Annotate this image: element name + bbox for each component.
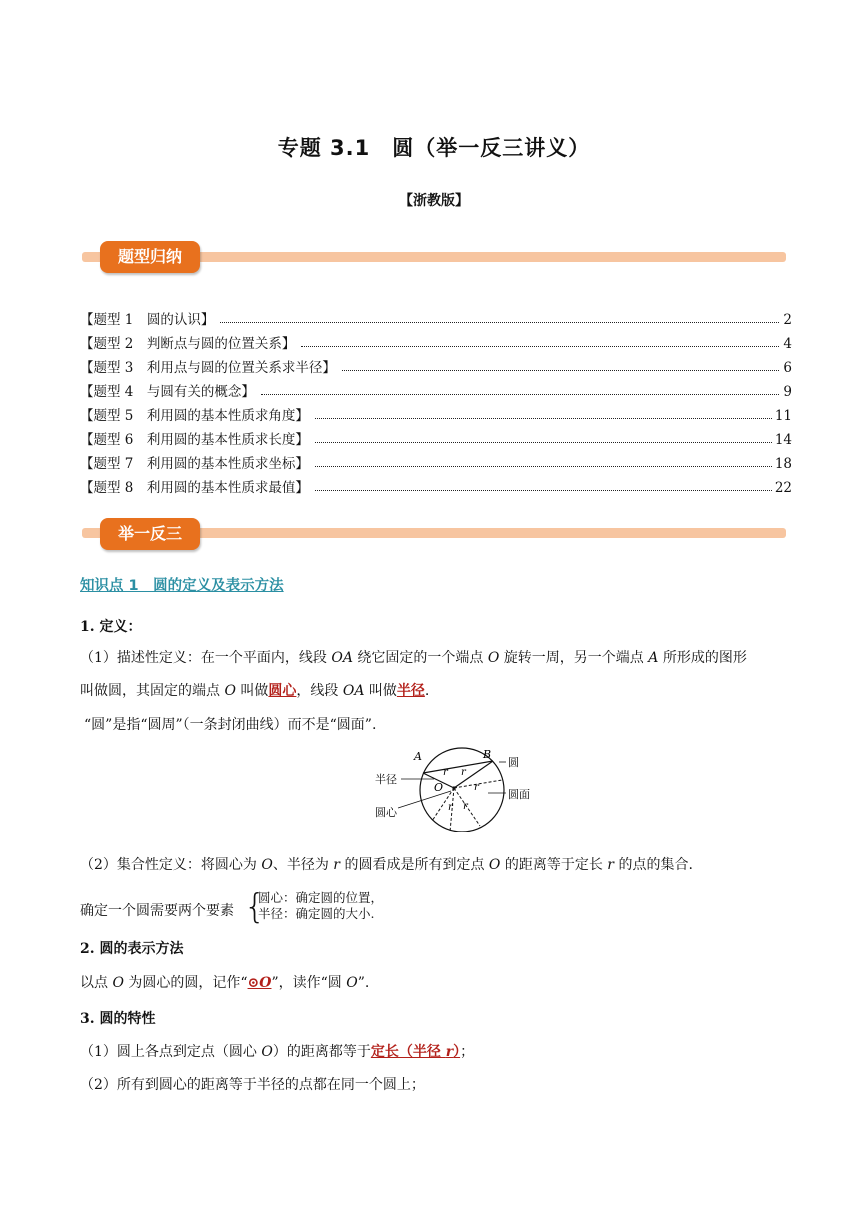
text: 所形成的图形 [658,650,747,666]
toc-leader-dots [315,442,772,443]
text: 以点 [80,975,113,991]
toc-entry-title: 【题型 3 利用点与圆的位置关系求半径】 [80,360,336,376]
section-definition-heading: 1. 定义： [80,619,142,635]
toc-entry-page: 22 [774,480,792,496]
definition-line-1 [80,647,792,669]
text: （1）圆上各点到定点（圆心 [80,1044,262,1060]
section-property-heading: 3. 圆的特性 [80,1011,156,1027]
text: 绕它固定的一个端点 [352,650,488,666]
toc-leader-dots [315,466,772,467]
toc-entry-title: 【题型 5 利用圆的基本性质求角度】 [80,408,309,424]
toc-entry[interactable] [80,474,792,496]
toc-leader-dots [315,418,772,419]
property-1 [80,1041,474,1063]
toc-entry-title: 【题型 4 与圆有关的概念】 [80,384,255,400]
leader-line [398,791,451,808]
toc-entry[interactable] [80,450,792,472]
text: 的距离等于定长 [500,857,608,873]
term-fixed-length [371,1044,460,1060]
toc-leader-dots [261,394,779,395]
text: 的点的集合. [614,857,693,873]
toc-entry-page: 9 [783,384,792,400]
label-r: r [463,801,468,812]
element-radius: 半径：确定圆的大小. [258,906,375,921]
label-center: 圆心 [375,806,397,819]
banner-practice: 举一反三 [100,518,200,550]
label-r: r [448,802,453,813]
toc-entry[interactable] [80,426,792,448]
text: 叫做 [235,683,269,699]
knowledge-point-heading: 知识点 1 圆的定义及表示方法 [80,578,284,594]
term-radius: 半径 [396,683,425,699]
circle-diagram [368,746,538,832]
var-O: O [488,857,501,873]
var-O: O [261,1044,273,1060]
element-center: 圆心：确定圆的位置， [258,890,384,905]
label-circle: 圆 [508,756,519,769]
var-O: O [487,650,500,666]
var-O: O [346,975,358,991]
circle-note: “圆”是指“圆周”（一条封闭曲线）而不是“圆面”. [84,717,377,733]
toc-entry-title: 【题型 2 判断点与圆的位置关系】 [80,336,296,352]
var-r: r [607,857,614,873]
text: ； [460,1044,475,1060]
elements-intro: 确定一个圆需要两个要素 [80,903,234,919]
var-A: A [648,650,659,666]
toc-entry-title: 【题型 8 利用圆的基本性质求最值】 [80,480,309,496]
text: 的圆看成是所有到定点 [340,857,489,873]
var-O: O [112,975,124,991]
brace-icon: { [244,887,266,927]
toc-entry-title: 【题型 1 圆的认识】 [80,312,215,328]
term-center: 圆心 [268,683,297,699]
label-O: O [434,781,444,794]
toc-leader-dots [315,490,772,491]
text: ”，读作“圆 [271,975,347,991]
toc-leader-dots [301,346,779,347]
toc-entry[interactable] [80,402,792,424]
label-A: A [414,750,422,763]
label-r: r [443,767,448,778]
toc-entry-title: 【题型 7 利用圆的基本性质求坐标】 [80,456,309,472]
edition-label: 【浙教版】 [399,193,469,209]
text: 旋转一周，另一个端点 [499,650,649,666]
text: ） [453,1044,461,1060]
toc-entry-title: 【题型 6 利用圆的基本性质求长度】 [80,432,309,448]
text: . [424,683,430,699]
var-r: r [333,857,340,873]
chord-AB [423,761,493,773]
label-B: B [483,748,492,761]
center-point [452,786,455,789]
toc-entry[interactable] [80,354,792,376]
toc-entry-page: 18 [774,456,792,472]
toc-entry-page: 4 [783,336,792,352]
toc-leader-dots [342,370,779,371]
notation-line [80,972,369,994]
var-O: O [224,683,236,699]
var-OA: OA [342,683,365,699]
label-radius: 半径 [375,773,397,786]
text: ”. [357,975,370,991]
definition-line-2 [80,680,429,702]
var-O: O [261,857,273,873]
toc-entry[interactable] [80,378,792,400]
toc-entry[interactable] [80,306,792,328]
toc-entry[interactable] [80,330,792,352]
text: （2）集合性定义：将圆心为 [80,857,262,873]
var-OA: OA [331,650,353,666]
label-r: r [461,767,466,778]
toc-entry-page: 6 [783,360,792,376]
text: 为圆心的圆，记作“ [123,975,248,991]
section-notation-heading: 2. 圆的表示方法 [80,941,184,957]
banner-question-types: 题型归纳 [100,241,200,273]
label-face: 圆面 [508,788,530,801]
text: （1）描述性定义：在一个平面内，线段 [80,650,332,666]
text: ，线段 [296,683,343,699]
text: ）的距离都等于 [272,1044,371,1060]
label-r: r [474,782,479,793]
property-2: （2）所有到圆心的距离等于半径的点都在同一个圆上； [80,1077,425,1093]
text: 定长（半径 [370,1044,446,1060]
page-title: 专题 3.1 圆（举一反三讲义） [277,136,591,160]
toc-entry-page: 2 [783,312,792,328]
set-definition [80,854,693,876]
toc-entry-page: 14 [774,432,792,448]
text: 、半径为 [272,857,334,873]
var-r: r [445,1044,454,1060]
toc-leader-dots [220,322,779,323]
toc-entry-page: 11 [774,408,792,424]
text: 叫做圆，其固定的端点 [80,683,225,699]
text: 叫做 [364,683,397,699]
notation-circle-O: ⊙O [247,975,272,991]
